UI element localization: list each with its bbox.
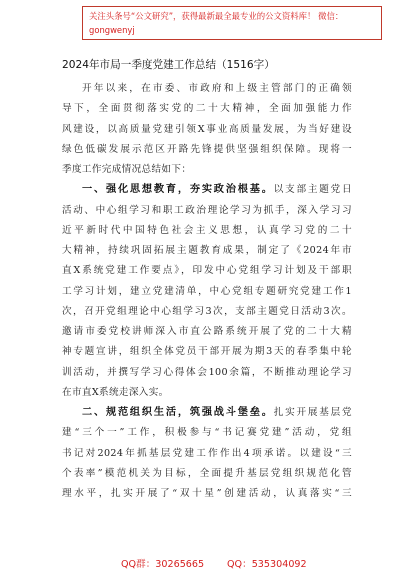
intro-line: 季度工作完成情况总结如下： — [62, 164, 192, 175]
section1-line: 工学习计划，建立党建清单，中心党组专题研究党建工作1 — [62, 285, 352, 297]
section1-line: 大精神，持续巩固拓展主题教育成果，制定了《2024年市 — [62, 245, 352, 256]
intro-line: 导下，全面贯彻落实党的二十大精神，全面加强能力作 — [62, 103, 352, 115]
document-body — [62, 79, 352, 504]
intro-line: 风建设，以高质量党建引领X事业高质量发展，为当好建设 — [62, 123, 352, 135]
section2-heading-line — [62, 403, 352, 423]
section2-heading-rest: 扎实开展基层党 — [273, 407, 352, 418]
promo-banner — [82, 6, 382, 40]
qq-contact-link[interactable]: QQ：535304092 — [227, 559, 307, 570]
section2-line: 建“三个一”工作，积极参与“书记赛党建”活动，党组 — [62, 427, 352, 439]
section1-line: 直X系统党建工作要点》，印发中心党组学习计划及干部职 — [62, 265, 352, 277]
section1-line: 在市直X系统走深入实。 — [62, 386, 169, 398]
section1-line: 神专题宣讲，组织全体党员干部开展为期3天的春季集中轮 — [62, 346, 352, 358]
section1-heading: 一、强化思想教育，夯实政治根基。 — [82, 184, 274, 196]
document-title: 2024年市局一季度党建工作总结（1516字） — [62, 59, 275, 71]
intro-line: 开年以来，在市委、市政府和上级主管部门的正确领 — [82, 83, 352, 94]
section1-line: 邀请市委党校讲师深入市直公路系统开展了党的二十大精 — [62, 326, 352, 337]
section1-line: 训活动，并撰写学习心得体会100余篇，不断推动理论学习 — [62, 366, 352, 378]
qq-group-link[interactable]: QQ群：30265665 — [121, 559, 205, 570]
intro-line: 绿色低碳发展示范区开路先锋提供坚强组织保障。现将一 — [62, 143, 352, 155]
section1-line: 活动、中心组学习和职工政治理论学习为抓手，深入学习习 — [62, 204, 352, 216]
section2-line: 个表率”模范机关为目标，全面提升基层党组织规范化管 — [62, 467, 352, 479]
section2-line: 书记对2024年抓基层党建工作作出4项承诺。以建设“三 — [62, 447, 352, 459]
section2-line: 理水平，扎实开展了“双十星”创建活动，认真落实“三 — [62, 488, 352, 499]
section1-heading-line — [62, 180, 352, 200]
footer-contact — [0, 556, 408, 572]
section2-heading: 二、规范组织生活，筑强战斗堡垒。 — [82, 407, 274, 418]
promo-banner-text: 关注头条号“公文研究”，获得最新最全最专业的公文资料库！ 微信：gongwenyj — [89, 11, 344, 35]
section1-heading-rest: 以支部主题党日 — [273, 184, 352, 196]
section1-line: 次，召开党组理论中心组学习3次，支部主题党日活动3次。 — [62, 305, 352, 317]
section1-line: 近平新时代中国特色社会主义思想，认真学习党的二十 — [62, 224, 352, 236]
